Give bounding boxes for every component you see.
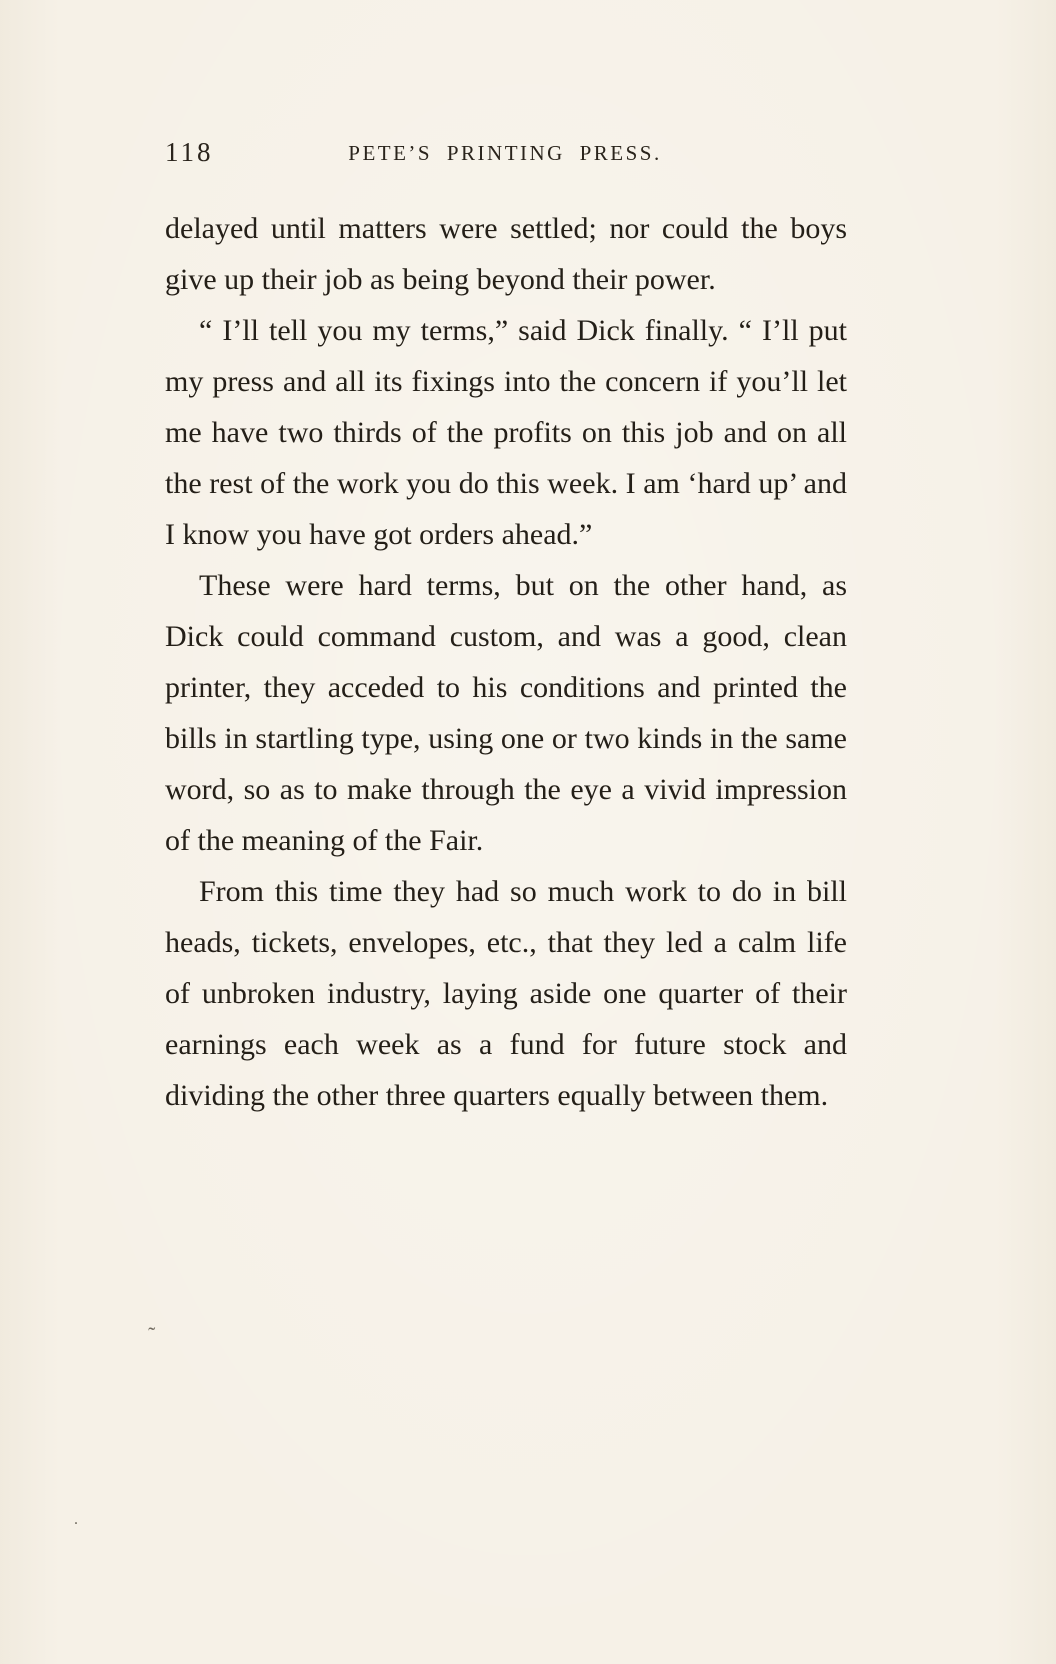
scan-artifact-mark: ˜ xyxy=(147,1321,158,1348)
paragraph: From this time they had so much work to do in bill heads, tickets, envelopes, etc., that they led a calm life of unbroken industry, laying aside one quarter of their earnings each week as a fund for future stock and dividing the other three quarters equally between them. xyxy=(165,875,847,1112)
paragraph: “ I’ll tell you my terms,” said Dick finally. “ I’ll put my press and all its fixings into the concern if you’ll let me have two thirds of the profits on this job and on all the rest of the work you do this week. I am ‘hard up’ and I know you have got orders ahead.” xyxy=(165,314,847,551)
body-text xyxy=(165,203,847,1121)
running-title: PETE’S PRINTING PRESS. xyxy=(348,141,662,165)
page-number: 118 xyxy=(165,137,214,167)
paragraph: These were hard terms, but on the other hand, as Dick could command custom, and was a good, clean printer, they acceded to his conditions and printed the bills in startling type, using one or two kinds in the same word, so as to make through the eye a vivid impression of the meaning of the Fair. xyxy=(165,569,847,857)
paragraph: delayed until matters were settled; nor could the boys give up their job as being beyond their power. xyxy=(165,212,847,296)
scan-artifact-dot: . xyxy=(74,1511,78,1528)
page-header xyxy=(165,134,845,176)
